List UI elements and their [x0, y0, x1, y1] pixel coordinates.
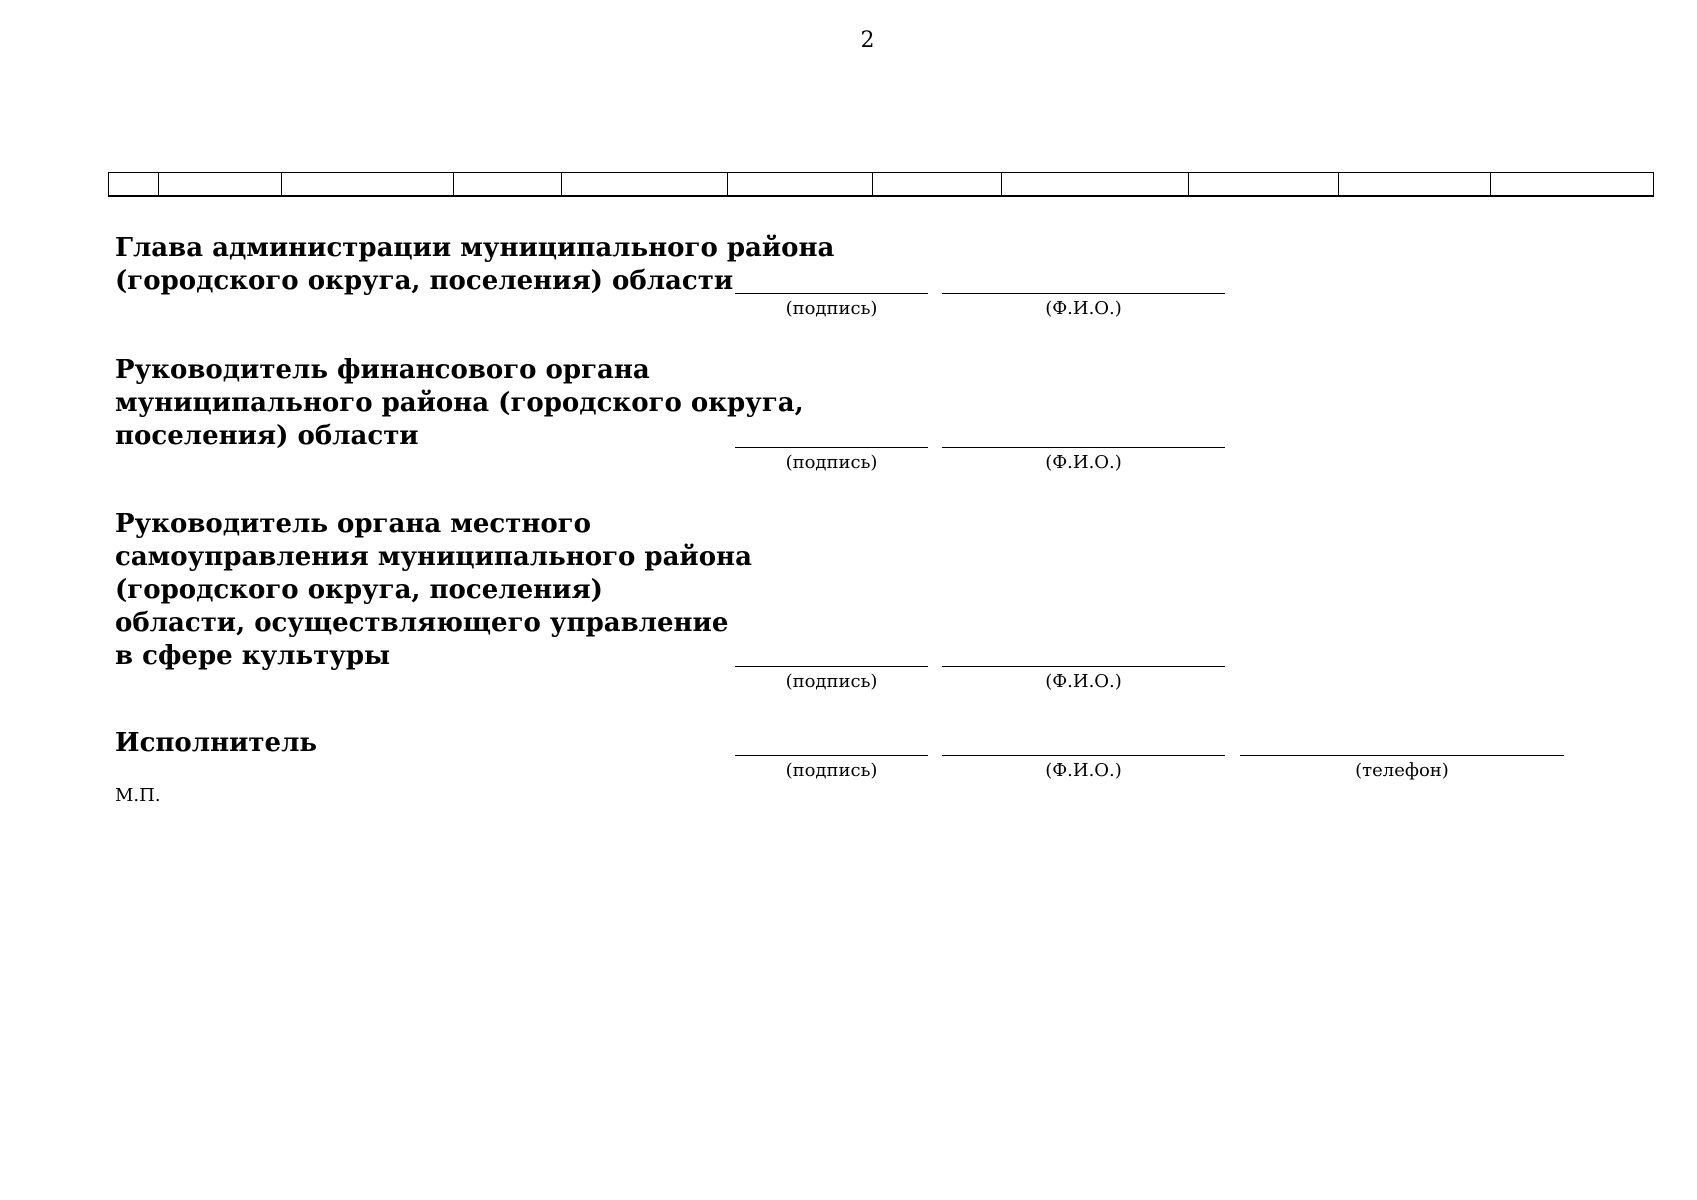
table-cell: [159, 173, 282, 197]
signature-line: [735, 447, 928, 448]
name-caption: (Ф.И.О.): [1045, 760, 1122, 781]
name-line: [942, 293, 1225, 294]
table-cell: [1339, 173, 1491, 197]
table-cell: [282, 173, 454, 197]
table-row: [109, 173, 1654, 197]
signature-line: [735, 293, 928, 294]
table-cell: [562, 173, 728, 197]
name-caption: (Ф.И.О.): [1045, 298, 1122, 319]
role-line: Исполнитель: [115, 728, 318, 758]
name-line: [942, 755, 1225, 756]
stamp-label: М.П.: [115, 785, 161, 806]
signature-block-finance-role: [115, 354, 804, 453]
table-cell: [1189, 173, 1339, 197]
page-number: 2: [860, 28, 875, 53]
name-line: [942, 447, 1225, 448]
signature-caption: (подпись): [785, 671, 878, 692]
table-cell: [728, 173, 873, 197]
continuation-table: [108, 172, 1654, 197]
name-caption: (Ф.И.О.): [1045, 452, 1122, 473]
table-cell: [454, 173, 562, 197]
role-line: (городского округа, поселения) области: [115, 266, 734, 296]
signature-caption: (подпись): [785, 452, 878, 473]
role-line: (городского округа, поселения): [115, 575, 603, 605]
table-cell: [1002, 173, 1189, 197]
role-line: в сфере культуры: [115, 641, 391, 671]
name-line: [942, 666, 1225, 667]
signature-block-executor-role: [115, 727, 317, 760]
signature-line: [735, 666, 928, 667]
role-line: Руководитель финансового органа: [115, 355, 650, 385]
signature-caption: (подпись): [785, 298, 878, 319]
table-cell: [873, 173, 1002, 197]
role-line: Глава администрации муниципального района: [115, 233, 835, 263]
role-line: области, осуществляющего управление: [115, 608, 729, 638]
role-line: поселения) области: [115, 421, 419, 451]
signature-line: [735, 755, 928, 756]
phone-line: [1240, 755, 1564, 756]
signature-block-culture-role: [115, 508, 752, 673]
name-caption: (Ф.И.О.): [1045, 671, 1122, 692]
signature-block-head-role: [115, 232, 834, 298]
role-line: самоуправления муниципального района: [115, 542, 752, 572]
role-line: Руководитель органа местного: [115, 509, 591, 539]
signature-caption: (подпись): [785, 760, 878, 781]
phone-caption: (телефон): [1355, 760, 1449, 781]
table-cell: [109, 173, 159, 197]
table-cell: [1491, 173, 1654, 197]
role-line: муниципального района (городского округа,: [115, 388, 804, 418]
